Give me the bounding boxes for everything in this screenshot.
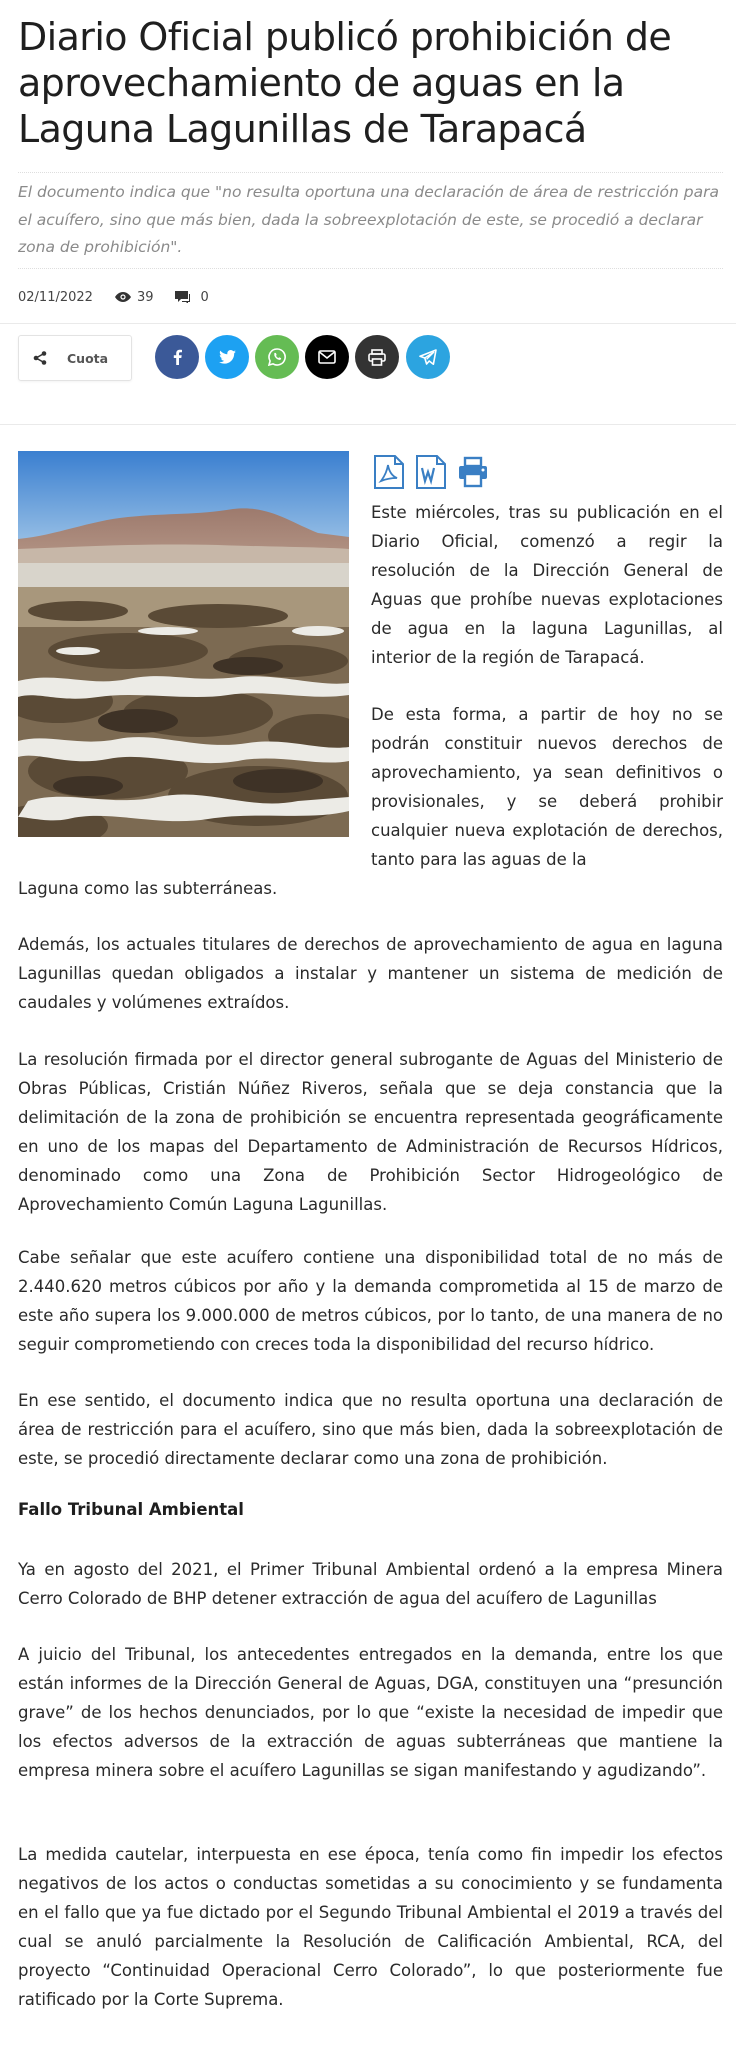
- document-tools: [372, 454, 490, 490]
- share-label: Cuota: [67, 350, 109, 366]
- comments-count: 0: [200, 289, 209, 305]
- paragraph: Además, los actuales titulares de derechos de aprovechamiento de agua en laguna Lagunillas quedan obligados a instalar y mantener un sistema de medición de caudales y volúmenes extraídos.: [18, 935, 723, 1012]
- article-photo: [18, 451, 349, 837]
- eye-icon: [115, 292, 131, 302]
- paragraph: La medida cautelar, interpuesta en ese época, tenía como fin impedir los efectos negativos de los actos o conductas sometidas a su conocimiento y se fundamenta en el fallo que ya fue dictado por el Segundo Tribunal Ambiental el 2019 a través del cual se anuló parcialmente la Resolución de Calificación Ambiental, RCA, del proyecto “Continuidad Operacional Cerro Colorado”, lo que posteriormente fue ratificado por la Corte Suprema.: [18, 1845, 723, 2009]
- divider: [0, 323, 736, 324]
- email-share-button[interactable]: [305, 335, 349, 379]
- paragraph: De esta forma, a partir de hoy no se podrán constituir nuevos derechos de aprovechamiento, ya sean definitivos o provisionales, y se deberá prohibir cualquier nueva explotación de derechos, tanto para las aguas de la: [371, 705, 723, 869]
- publish-date: 02/11/2022: [18, 289, 93, 305]
- twitter-share-button[interactable]: [205, 335, 249, 379]
- paragraph: La resolución firmada por el director general subrogante de Aguas del Ministerio de Obras Públicas, Cristián Núñez Riveros, señala que se deja constancia que la delimitación de la zona de prohibición se encuentra representada geográficamente en uno de los mapas del Departamento de Administración de Recursos Hídricos, denominado como una Zona de Prohibición Sector Hidrogeológico de Aprovechamiento Común Laguna Lagunillas.: [18, 1050, 723, 1214]
- telegram-share-button[interactable]: [406, 335, 450, 379]
- article-lead: El documento indica que "no resulta oportuna una declaración de área de restricción para el acuífero, sino que más bien, dada la sobreexplotación de este, se procedió a declarar zona de prohibición".: [18, 172, 723, 269]
- share-button[interactable]: [18, 335, 132, 381]
- whatsapp-icon: [268, 348, 286, 366]
- subheading: Fallo Tribunal Ambiental: [18, 1500, 244, 1519]
- word-icon[interactable]: [414, 454, 448, 490]
- comment-icon: [175, 291, 190, 303]
- paragraph: Este miércoles, tras su publicación en el Diario Oficial, comenzó a regir la resolución de la Dirección General de Aguas que prohíbe nuevas explotaciones de agua en la laguna Lagunillas, al interior de la región de Tarapacá.: [371, 503, 723, 667]
- share-icon: [33, 351, 47, 365]
- email-icon: [318, 350, 336, 364]
- pdf-icon[interactable]: [372, 454, 406, 490]
- paragraph: Ya en agosto del 2021, el Primer Tribunal Ambiental ordenó a la empresa Minera Cerro Colorado de BHP detener extracción de agua del acuífero de Lagunillas: [18, 1560, 723, 1608]
- telegram-icon: [419, 349, 437, 365]
- print-icon[interactable]: [456, 454, 490, 490]
- facebook-icon: [173, 349, 182, 365]
- article-meta: [18, 287, 231, 307]
- paragraph: A juicio del Tribunal, los antecedentes entregados en la demanda, entre los que están informes de la Dirección General de Aguas, DGA, constituyen una “presunción grave” de los hechos denunciados, por lo que “existe la necesidad de impedir que los efectos adversos de la extracción de aguas subterráneas que mantiene la empresa minera sobre el acuífero Lagunillas se sigan manifestando y agudizando”.: [18, 1645, 723, 1780]
- paragraph: Laguna como las subterráneas.: [18, 879, 278, 898]
- article-title: Diario Oficial publicó prohibición de aprovechamiento de aguas en la Laguna Lagunillas de Tarapacá: [18, 15, 672, 151]
- views-counter: [115, 290, 154, 305]
- divider: [0, 424, 736, 425]
- paragraph: Cabe señalar que este acuífero contiene una disponibilidad total de no más de 2.440.620 metros cúbicos por año y la demanda comprometida al 15 de marzo de este año supera los 9.000.000 de metros cúbicos, por lo tanto, de una manera de no seguir comprometiendo con creces toda la disponibilidad del recurso hídrico.: [18, 1248, 723, 1354]
- whatsapp-share-button[interactable]: [255, 335, 299, 379]
- facebook-share-button[interactable]: [155, 335, 199, 379]
- comments-counter[interactable]: [175, 290, 208, 305]
- twitter-icon: [219, 350, 236, 364]
- paragraph: En ese sentido, el documento indica que no resulta oportuna una declaración de área de restricción para el acuífero, sino que más bien, dada la sobreexplotación de este, se procedió directamente declarar como una zona de prohibición.: [18, 1391, 723, 1468]
- print-share-button[interactable]: [355, 335, 399, 379]
- print-icon: [368, 349, 386, 366]
- views-count: 39: [136, 289, 154, 305]
